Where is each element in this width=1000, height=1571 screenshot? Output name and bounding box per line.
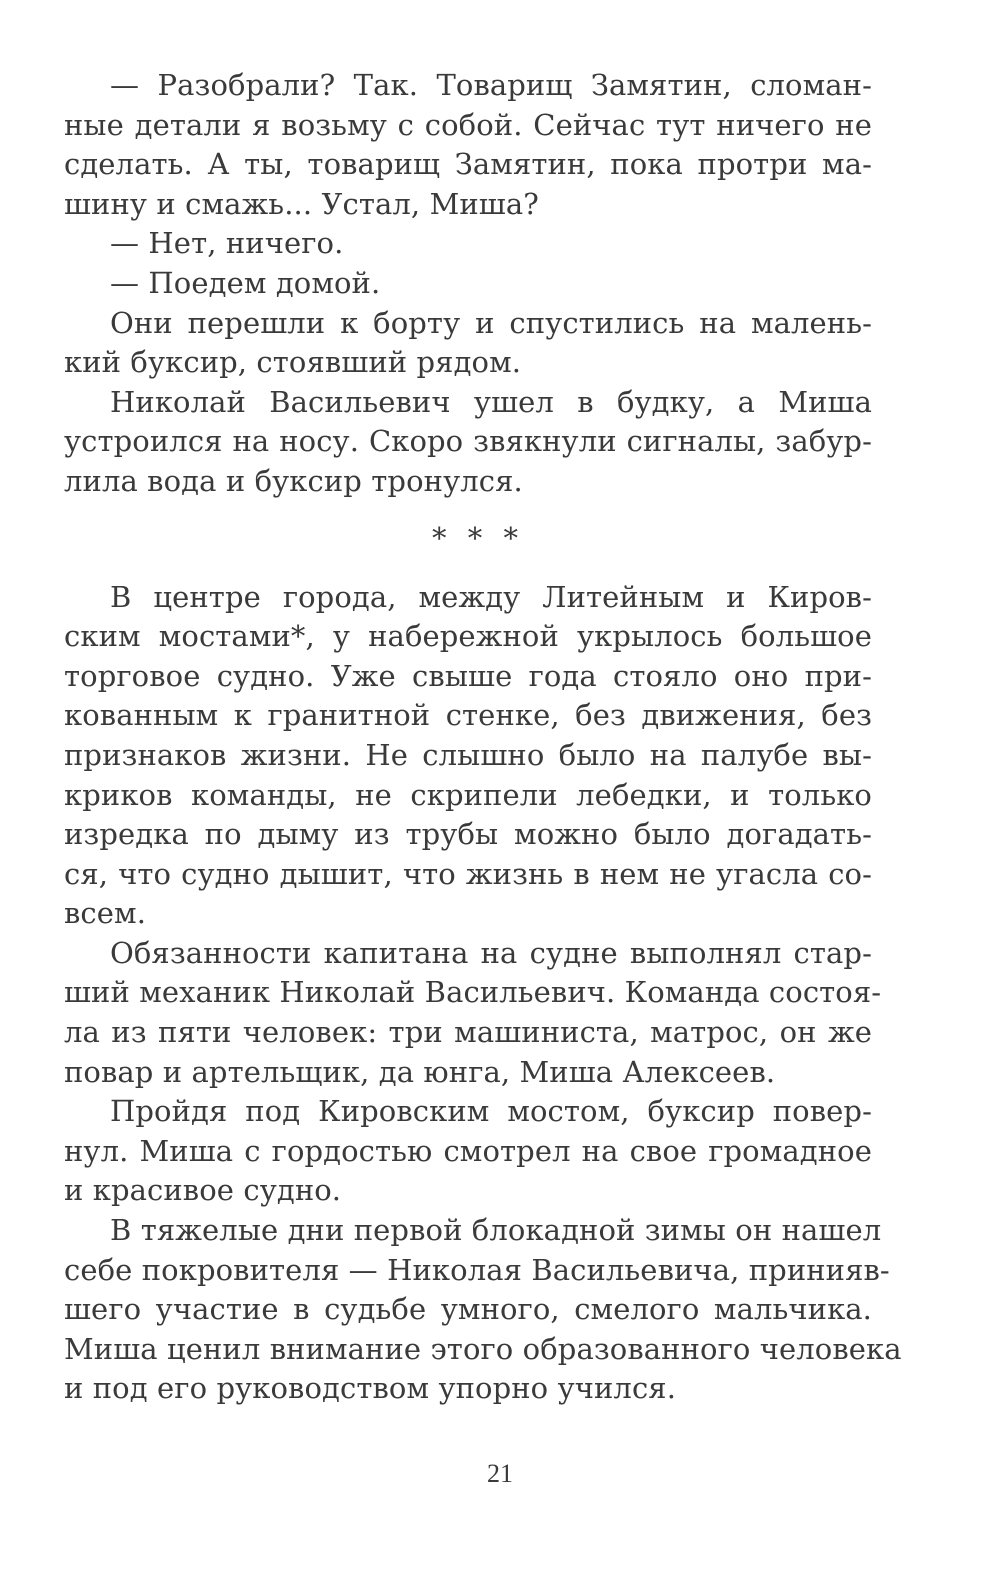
text-line: торговое судно. Уже свыше года стояло оно при- xyxy=(64,658,872,693)
paragraph-dialogue-1 xyxy=(64,66,872,224)
page-text-body xyxy=(64,66,902,1409)
text-line: устроился на носу. Скоро звякнули сигналы, забур- xyxy=(64,424,872,459)
text-line: всем. xyxy=(64,896,147,931)
paragraph-narration-2 xyxy=(64,383,872,502)
text-line: криков команды, не скрипели лебедки, и только xyxy=(64,777,872,812)
paragraph-narration-6 xyxy=(64,1211,902,1409)
text-line: шину и смажь... Устал, Миша? xyxy=(64,186,539,221)
text-line: Николай Васильевич ушел в будку, а Миша xyxy=(110,384,872,419)
text-line: ла из пяти человек: три машиниста, матрос, он же xyxy=(64,1015,872,1050)
text-line: В центре города, между Литейным и Киров- xyxy=(110,579,872,614)
text-line: Миша ценил внимание этого образованного человека xyxy=(64,1331,902,1366)
paragraph-dialogue-3 xyxy=(64,264,872,304)
text-line: нул. Миша с гордостью смотрел на свое громадное xyxy=(64,1133,872,1168)
page-number: 21 xyxy=(487,1459,513,1488)
paragraph-narration-1 xyxy=(64,304,872,383)
text-line: — Поедем домой. xyxy=(110,265,381,300)
paragraph-narration-4 xyxy=(64,934,882,1092)
section-divider: * * * xyxy=(432,520,524,555)
text-line: кий буксир, стоявший рядом. xyxy=(64,345,522,380)
text-line: лила вода и буксир тронулся. xyxy=(64,463,523,498)
text-line: кованным к гранитной стенке, без движения, без xyxy=(64,698,872,733)
paragraph-narration-3 xyxy=(64,578,872,934)
paragraph-narration-5 xyxy=(64,1092,872,1211)
text-line: и под его руководством упорно учился. xyxy=(64,1371,677,1406)
text-line: ший механик Николай Васильевич. Команда состоя- xyxy=(64,975,882,1010)
text-line: ся, что судно дышит, что жизнь в нем не угасла со- xyxy=(64,856,872,891)
text-line: повар и артельщик, да юнга, Миша Алексеев. xyxy=(64,1054,776,1089)
text-line: ные детали я возьму с собой. Сейчас тут ничего не xyxy=(64,107,872,142)
text-line: В тяжелые дни первой блокадной зимы он нашел xyxy=(110,1213,882,1248)
text-line: изредка по дыму из трубы можно было догадать- xyxy=(64,817,872,852)
text-line: — Нет, ничего. xyxy=(110,226,344,261)
text-line: Они перешли к борту и спустились на малень- xyxy=(110,305,872,340)
text-line: себе покровителя — Николая Васильевича, принияв- xyxy=(64,1252,890,1287)
text-line: ским мостами*, у набережной укрылось большое xyxy=(64,619,872,654)
paragraph-dialogue-2 xyxy=(64,224,872,264)
text-line: Обязанности капитана на судне выполнял стар- xyxy=(110,935,872,970)
text-line: шего участие в судьбе умного, смелого мальчика. xyxy=(64,1292,872,1327)
text-line: и красивое судно. xyxy=(64,1173,342,1208)
text-line: — Разобрали? Так. Товарищ Замятин, сломан- xyxy=(110,68,872,102)
text-line: признаков жизни. Не слышно было на палубе вы- xyxy=(64,737,872,772)
text-line: Пройдя под Кировским мостом, буксир повер- xyxy=(110,1094,872,1129)
text-line: сделать. А ты, товарищ Замятин, пока протри ма- xyxy=(64,147,872,182)
